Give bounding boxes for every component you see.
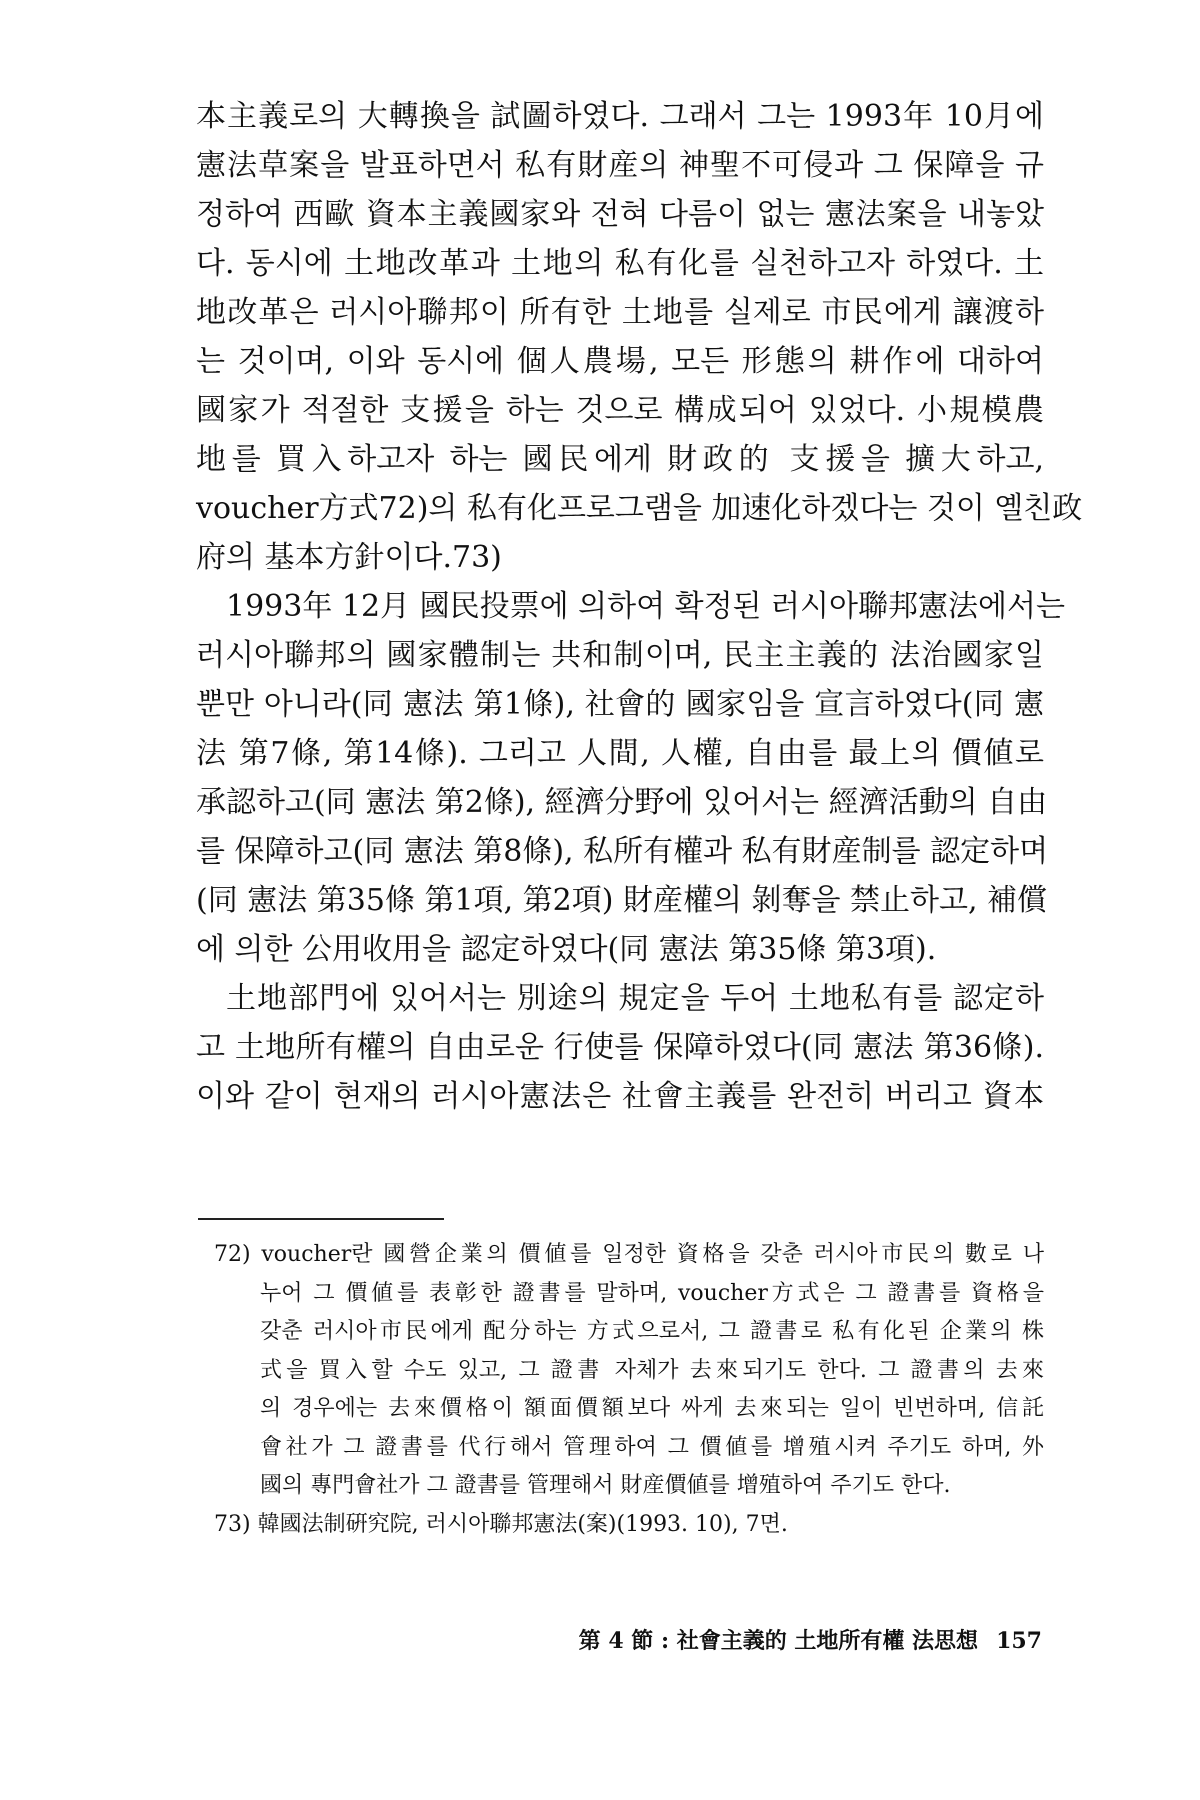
footnote-line: 會社가 그 證書를 代行해서 管理하여 그 價値를 增殖시켜 주기도 하며, 外 — [260, 1434, 1044, 1460]
footnotes — [214, 1236, 1044, 1544]
body-line: 에 의한 公用收用을 認定하였다(同 憲法 第35條 第3項). — [196, 932, 937, 967]
body-line: 法 第7條, 第14條). 그리고 人間, 人權, 自由를 最上의 價値로 — [196, 736, 1044, 771]
body-line: 뿐만 아니라(同 憲法 第1條), 社會的 國家임을 宣言하였다(同 憲 — [196, 687, 1044, 722]
page-number: 157 — [996, 1628, 1042, 1654]
body-line: 地를 買入하고자 하는 國民에게 財政的 支援을 擴大하고, — [196, 442, 1044, 477]
body-line: 1993年 12月 國民投票에 의하여 확정된 러시아聯邦憲法에서는 — [226, 589, 1065, 624]
body-line: 다. 동시에 土地改革과 土地의 私有化를 실천하고자 하였다. 土 — [196, 246, 1044, 281]
running-footer — [579, 1624, 1042, 1655]
footnote-line: 의 경우에는 去來價格이 額面價額보다 싸게 去來되는 일이 빈번하며, 信託 — [260, 1396, 1044, 1421]
footnote-line: 누어 그 價値를 表彰한 證書를 말하며, voucher方式은 그 證書를 資格을 — [260, 1280, 1044, 1306]
footnote-72 — [214, 1236, 1044, 1506]
footnote-line: 갖춘 러시아市民에게 配分하는 方式으로서, 그 證書로 私有化된 企業의 株 — [260, 1319, 1044, 1344]
footnote-line — [214, 1236, 1044, 1275]
body-line: 地改革은 러시아聯邦이 所有한 土地를 실제로 市民에게 讓渡하 — [196, 295, 1044, 330]
body-line: 承認하고(同 憲法 第2條), 經濟分野에 있어서는 經濟活動의 自由 — [196, 785, 1048, 820]
footnote-separator — [198, 1218, 444, 1220]
footnote-number: 73) — [214, 1511, 251, 1537]
footnote-73 — [214, 1506, 1044, 1545]
body-line: 憲法草案을 발표하면서 私有財産의 神聖不可侵과 그 保障을 규 — [196, 148, 1044, 183]
body-line: 이와 같이 현재의 러시아憲法은 社會主義를 완전히 버리고 資本 — [196, 1079, 1044, 1114]
body-line: 를 保障하고(同 憲法 第8條), 私所有權과 私有財産制를 認定하며 — [196, 834, 1049, 869]
footnote-number: 72) — [214, 1242, 251, 1267]
running-title: 第 4 節 : 社會主義的 土地所有權 法思想 — [578, 1628, 979, 1654]
body-line: (同 憲法 第35條 第1項, 第2項) 財産權의 剝奪을 禁止하고, 補償 — [196, 883, 1048, 918]
footnote-line: 式을 買入할 수도 있고, 그 證書 자체가 去來되기도 한다. 그 證書의 去來 — [260, 1357, 1044, 1383]
footnote-line: 國의 專門會社가 그 證書를 管理해서 財産價値를 增殖하여 주기도 한다. — [260, 1473, 951, 1498]
body-line: 는 것이며, 이와 동시에 個人農場, 모든 形態의 耕作에 대하여 — [196, 344, 1044, 379]
body-line: 府의 基本方針이다.73) — [196, 540, 502, 575]
body-line: 고 土地所有權의 自由로운 行使를 保障하였다(同 憲法 第36條). — [196, 1030, 1044, 1065]
body-line: 本主義로의 大轉換을 試圖하였다. 그래서 그는 1993年 10月에 — [196, 99, 1044, 134]
footnote-text: voucher란 國營企業의 價値를 일정한 資格을 갖춘 러시아市民의 數로 나 — [261, 1242, 1044, 1267]
body-line: voucher方式72)의 私有化프로그램을 加速化하겠다는 것이 옐친政 — [196, 491, 1083, 526]
footnote-line — [214, 1506, 1044, 1545]
body-line: 國家가 적절한 支援을 하는 것으로 構成되어 있었다. 小規模農 — [196, 393, 1044, 428]
body-line: 土地部門에 있어서는 別途의 規定을 두어 土地私有를 認定하 — [226, 981, 1044, 1016]
body-line: 정하여 西歐 資本主義國家와 전혀 다름이 없는 憲法案을 내놓았 — [196, 197, 1044, 232]
footnote-text: 韓國法制硏究院, 러시아聯邦憲法(案)(1993. 10), 7면. — [257, 1511, 788, 1537]
body-text — [196, 92, 1083, 1121]
body-line: 러시아聯邦의 國家體制는 共和制이며, 民主主義的 法治國家일 — [196, 638, 1044, 673]
